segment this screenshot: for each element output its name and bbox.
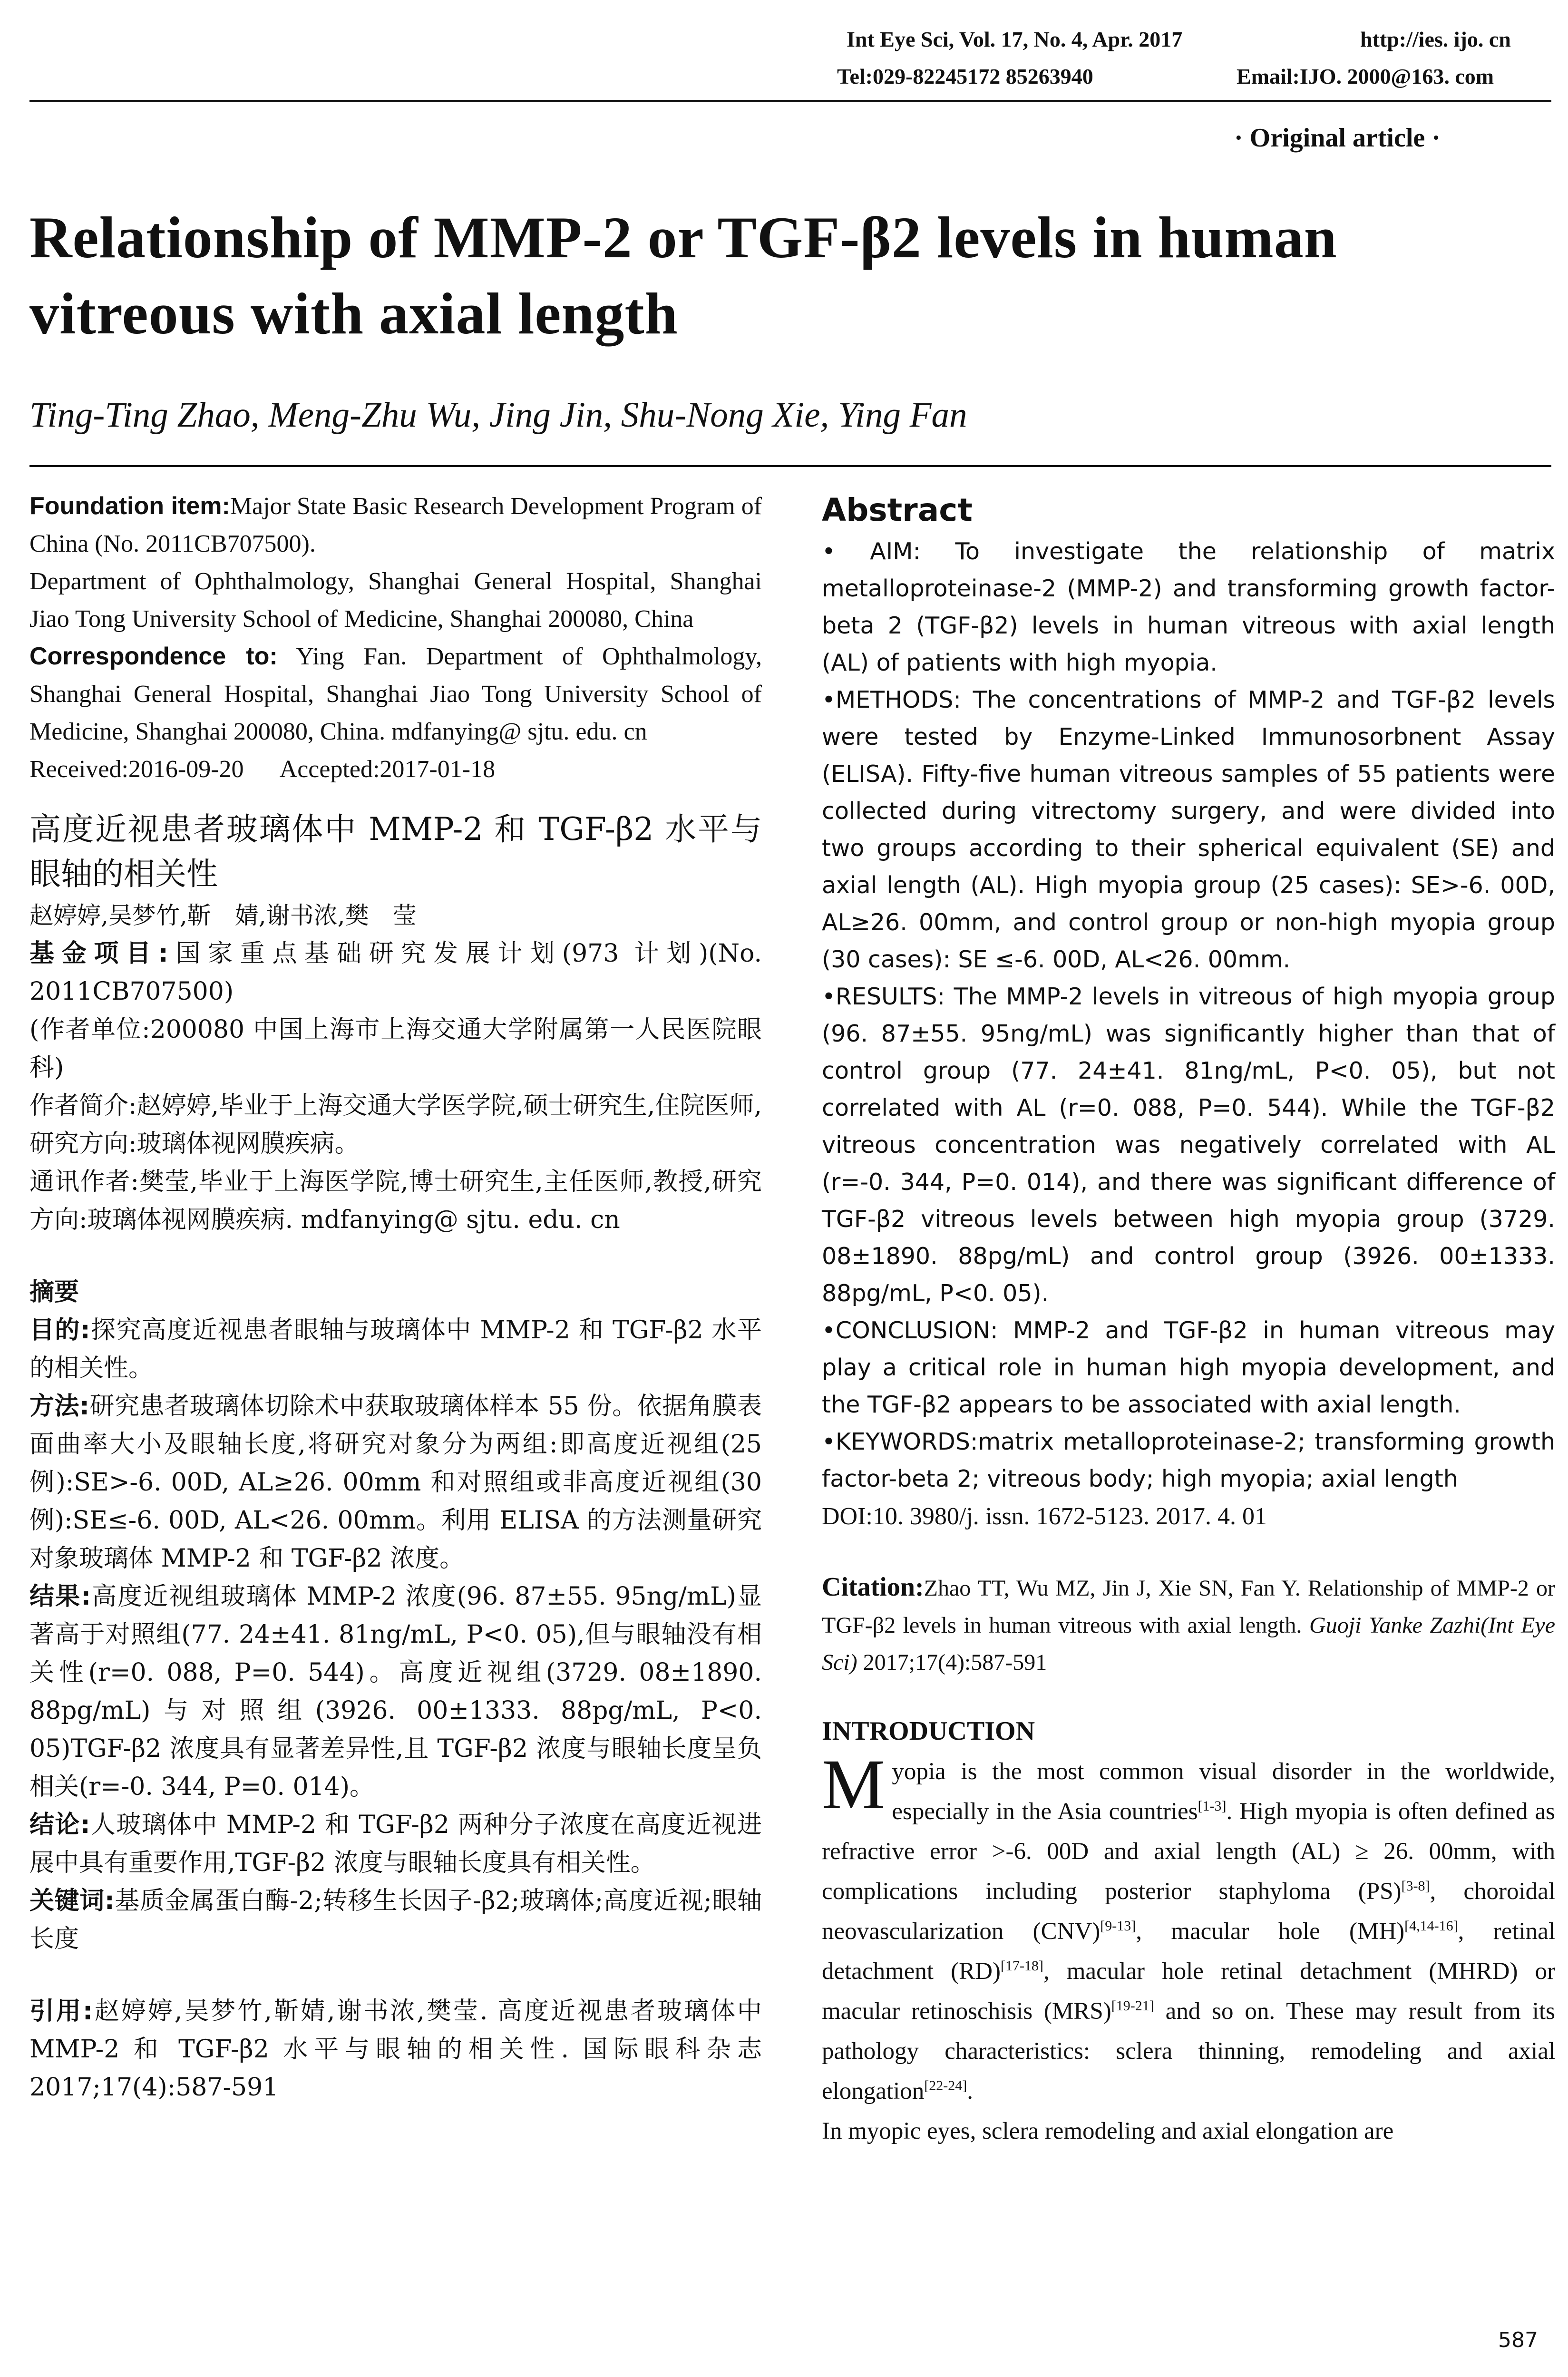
chinese-conclusion-label: 结论:	[29, 1811, 90, 1839]
drop-cap: M	[822, 1745, 886, 1824]
chinese-fund	[29, 935, 762, 1011]
intro-text-a: yopia is the most common visual disorder in the worldwide, especially in the Asia countries	[892, 1758, 1555, 1825]
citation-text: Zhao TT, Wu MZ, Jin J, Xie SN, Fan Y. Relationship of MMP-2 or TGF-β2 levels in human vitreous with axial length.	[822, 1576, 1555, 1638]
chinese-keywords-text: 基质金属蛋白酶-2;转移生长因子-β2;玻璃体;高度近视;眼轴长度	[29, 1887, 762, 1953]
methods-text: The concentrations of MMP-2 and TGF-β2 levels were tested by Enzyme-Linked Immunosorbnent Assay (ELISA). Fifty-five human vitreous samples of 55 patients were collected during vitrectomy surgery, and were divided into two groups according to their spherical equivalent (SE) and axial length (AL). High myopia group (25 cases): SE>-6. 00D, AL≥26. 00mm, and control group or non-high myopia group (30 cases): SE ≤-6. 00D, AL<26. 00mm.	[822, 686, 1555, 973]
chinese-author-bio: 作者简介:赵婷婷,毕业于上海交通大学医学院,硕士研究生,住院医师,研究方向:玻璃体视网膜疾病。	[29, 1091, 762, 1158]
citation-ref-5[interactable]: [17-18]	[1000, 1958, 1043, 1974]
foundation-item	[29, 487, 762, 563]
chinese-results-label: 结果:	[29, 1582, 91, 1611]
abstract-aim	[822, 533, 1555, 682]
abstract-keywords	[822, 1423, 1555, 1498]
title-rule	[29, 465, 1551, 467]
intro-text-b: . High myopia is often defined as refractive error >-6. 00D and axial length (AL) ≥ 26. 00mm, with complications including posterior staphyloma (PS)	[822, 1798, 1555, 1905]
chinese-keywords-label: 关键词:	[29, 1887, 115, 1915]
left-column	[29, 487, 762, 2106]
citation-journal: Guoji Yanke Zazhi(Int Eye Sci)	[822, 1613, 1556, 1675]
intro-text-h: .	[967, 2078, 974, 2104]
intro-paragraph-2: In myopic eyes, sclera remodeling and axial elongation are	[822, 2118, 1394, 2144]
chinese-title: 高度近视患者玻璃体中 MMP-2 和 TGF-β2 水平与眼轴的相关性	[29, 811, 762, 892]
abstract-conclusion	[822, 1312, 1555, 1423]
intro-text-g: and so on. These may result from its pathology characteristics: sclera thinning, remodeling and axial elongation	[822, 1998, 1555, 2104]
chinese-corresponding: 通讯作者:樊莹,毕业于上海医学院,博士研究生,主任医师,教授,研究方向:玻璃体视网膜疾病. mdfanying@ sjtu. edu. cn	[29, 1168, 762, 1234]
citation	[822, 1568, 1555, 1681]
chinese-fund-label: 基金项目:	[29, 939, 168, 968]
abstract-heading: Abstract	[822, 492, 973, 528]
chinese-authors: 赵婷婷,吴梦竹,靳 婧,谢书浓,樊 莹	[29, 902, 417, 929]
chinese-affiliation: (作者单位:200080 中国上海市上海交通大学附属第一人民医院眼科)	[29, 1015, 762, 1082]
conclusion-label: •CONCLUSION:	[822, 1317, 998, 1344]
methods-label: •METHODS:	[822, 686, 961, 713]
correspondence-text: Ying Fan. Department of Ophthalmology, Shanghai General Hospital, Shanghai Jiao Tong University School of Medicine, Shanghai 200080, China. mdfanying@ sjtu. edu. cn	[29, 643, 762, 745]
chinese-citation	[29, 1992, 762, 2106]
citation-ref-4[interactable]: [4,14-16]	[1404, 1918, 1458, 1934]
page-number: 587	[1498, 2328, 1538, 2352]
header-rule	[29, 100, 1551, 102]
foundation-text: Major State Basic Research Development Program of China (No. 2011CB707500).	[29, 493, 762, 557]
keywords-text: matrix metalloproteinase-2; transforming growth factor-beta 2; vitreous body; high myopia; axial length	[822, 1428, 1555, 1492]
aim-label: • AIM:	[822, 538, 921, 565]
chinese-fund-text: 国家重点基础研究发展计划(973 计划)(No. 2011CB707500)	[29, 939, 762, 1006]
intro-text-d: , macular hole (MH)	[1136, 1918, 1405, 1945]
intro-text-c: , choroidal neovascularization (CNV)	[822, 1878, 1555, 1945]
intro-paragraph-1	[822, 1745, 1555, 2111]
conclusion-text: MMP-2 and TGF-β2 in human vitreous may play a critical role in human high myopia development, and the TGF-β2 appears to be associated with axial length.	[822, 1317, 1555, 1418]
article-type: · Original article ·	[1234, 123, 1441, 153]
department: Department of Ophthalmology, Shanghai General Hospital, Shanghai Jiao Tong University School of Medicine, Shanghai 200080, China	[29, 568, 762, 633]
chinese-conclusion	[29, 1806, 762, 1882]
citation-ref-1[interactable]: [1-3]	[1198, 1798, 1227, 1814]
chinese-results	[29, 1578, 762, 1806]
right-column	[822, 487, 1555, 2151]
aim-text: To investigate the relationship of matrix metalloproteinase-2 (MMP-2) and transforming growth factor-beta 2 (TGF-β2) levels in human vitreous with axial length (AL) of patients with high myopia.	[822, 538, 1555, 676]
intro-text-f: , macular hole retinal detachment (MHRD) or macular retinoschisis (MRS)	[822, 1958, 1555, 2025]
author-list: Ting-Ting Zhao, Meng-Zhu Wu, Jing Jin, Shu-Nong Xie, Ying Fan	[29, 395, 967, 435]
chinese-aim-label: 目的:	[29, 1316, 90, 1344]
journal-citation: Int Eye Sci, Vol. 17, No. 4, Apr. 2017	[847, 27, 1183, 51]
chinese-aim	[29, 1311, 762, 1387]
introduction-heading: INTRODUCTION	[822, 1716, 1035, 1746]
journal-email[interactable]: Email:IJO. 2000@163. com	[1237, 64, 1494, 88]
results-text: The MMP-2 levels in vitreous of high myopia group (96. 87±55. 95ng/mL) was significantly higher than that of control group (77. 24±41. 81ng/mL, P<0. 05), but not correlated with AL (r=0. 088, P=0. 544). While the TGF-β2 vitreous concentration was negatively correlated with AL (r=-0. 344, P=0. 014), and there was significant difference of TGF-β2 vitreous levels between high myopia group (3729. 08±1890. 88pg/mL) and control group (3926. 00±1333. 88pg/mL, P<0. 05).	[822, 983, 1555, 1307]
chinese-methods	[29, 1387, 762, 1578]
chinese-aim-text: 探究高度近视患者眼轴与玻璃体中 MMP-2 和 TGF-β2 水平的相关性。	[29, 1316, 762, 1383]
citation-ref-3[interactable]: [9-13]	[1100, 1918, 1136, 1934]
doi[interactable]: DOI:10. 3980/j. issn. 1672-5123. 2017. 4. 01	[822, 1503, 1267, 1530]
keywords-label: •KEYWORDS:	[822, 1428, 978, 1455]
chinese-citation-text: 赵婷婷,吴梦竹,靳婧,谢书浓,樊莹. 高度近视患者玻璃体中 MMP-2 和 TGF-β2 水平与眼轴的相关性. 国际眼科杂志 2017;17(4):587-591	[29, 1997, 762, 2102]
article-title: Relationship of MMP-2 or TGF-β2 levels in human vitreous with axial length	[29, 205, 1337, 346]
foundation-label: Foundation item:	[29, 492, 230, 520]
citation-issue: 2017;17(4):587-591	[863, 1650, 1047, 1675]
journal-url[interactable]: http://ies. ijo. cn	[1360, 27, 1511, 51]
results-label: •RESULTS:	[822, 983, 945, 1010]
abstract-methods	[822, 682, 1555, 978]
correspondence-label: Correspondence to:	[29, 643, 278, 670]
journal-tel: Tel:029-82245172 85263940	[837, 64, 1093, 88]
chinese-methods-text: 研究患者玻璃体切除术中获取玻璃体样本 55 份。依据角膜表面曲率大小及眼轴长度,将研究对象分为两组:即高度近视组(25 例):SE>-6. 00D, AL≥26. 00mm 和对照组或非高度近视组(30 例):SE≤-6. 00D, AL<26. 00mm。利用 ELISA 的方法测量研究对象玻璃体 MMP-2 和 TGF-β2 浓度。	[29, 1392, 762, 1573]
correspondence	[29, 638, 762, 750]
chinese-abstract-heading-text: 摘要	[29, 1278, 79, 1306]
chinese-conclusion-text: 人玻璃体中 MMP-2 和 TGF-β2 两种分子浓度在高度近视进展中具有重要作用,TGF-β2 浓度与眼轴长度具有相关性。	[29, 1811, 762, 1877]
citation-ref-6[interactable]: [19-21]	[1111, 1998, 1154, 2014]
received-accepted: Received:2016-09-20 Accepted:2017-01-18	[29, 756, 496, 783]
chinese-abstract-heading	[29, 1273, 762, 1311]
chinese-keywords	[29, 1882, 762, 1958]
citation-label: Citation:	[822, 1572, 924, 1602]
citation-ref-7[interactable]: [22-24]	[924, 2078, 967, 2094]
citation-ref-2[interactable]: [3-8]	[1401, 1878, 1430, 1894]
chinese-results-text: 高度近视组玻璃体 MMP-2 浓度(96. 87±55. 95ng/mL)显著高于对照组(77. 24±41. 81ng/mL, P<0. 05),但与眼轴没有相关性(r=0. 088, P=0. 544)。高度近视组(3729. 08±1890. 88pg/mL)与对照组(3926. 00±1333. 88pg/mL, P<0. 05)TGF-β2 浓度具有显著差异性,且 TGF-β2 浓度与眼轴长度呈负相关(r=-0. 344, P=0. 014)。	[29, 1582, 762, 1801]
abstract-results	[822, 978, 1555, 1312]
chinese-methods-label: 方法:	[29, 1392, 89, 1421]
intro-text-e: , retinal detachment (RD)	[822, 1918, 1555, 1985]
chinese-citation-label: 引用:	[29, 1997, 93, 2026]
